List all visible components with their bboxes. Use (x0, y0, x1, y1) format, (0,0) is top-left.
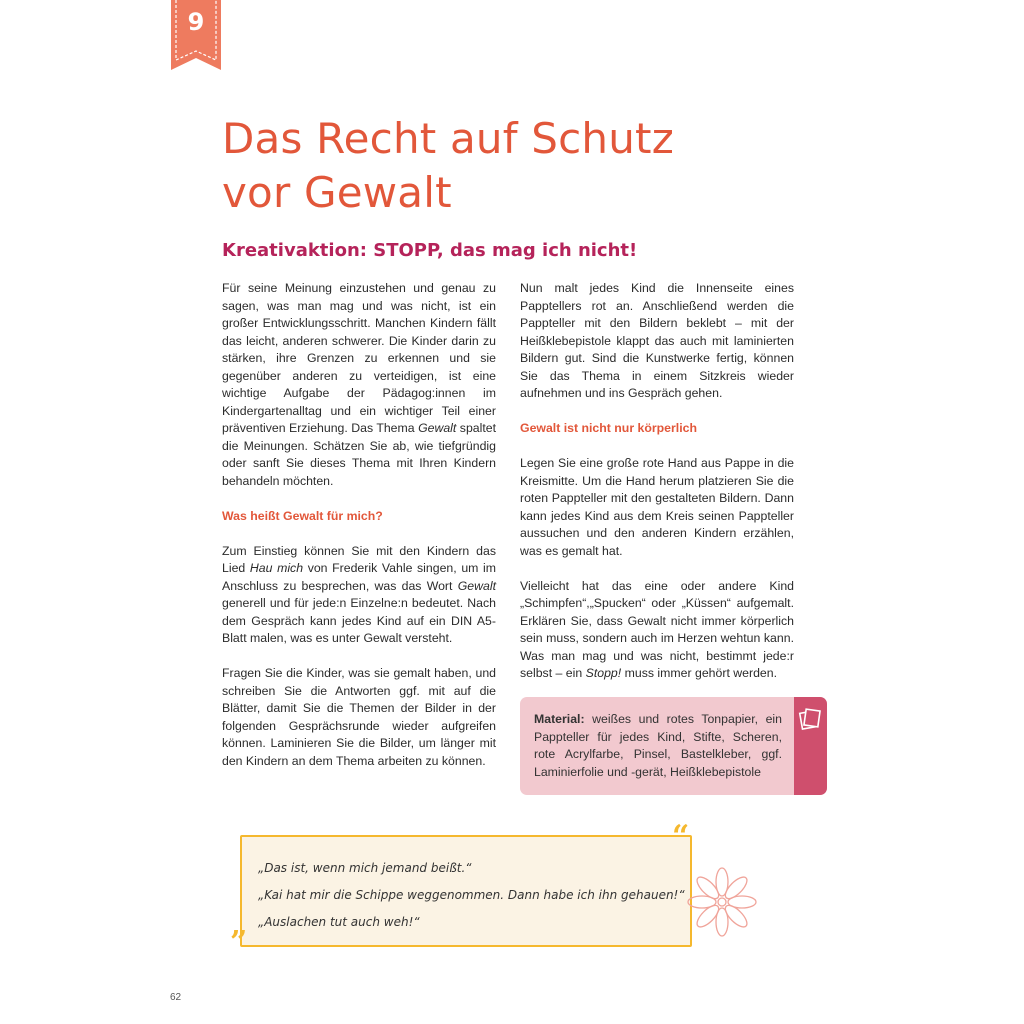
paragraph: Für seine Meinung einzustehen und genau zu sagen, was man mag und was nicht, ist ein großer Entwicklungsschritt. Manchen Kindern fällt das leicht, anderen schwerer. Die Kinder darin zu stärken, ihre Grenzen zu erkennen und sie gegenüber anderen zu verteidigen, ist eine wichtige Aufgabe der Pädagog:innen im Kindergartenalltag und ein wichtiger Teil einer präventiven Erziehung. Das Thema Gewalt spaltet die Meinungen. Schätzen Sie ab, wie tiefgründig oder sanft Sie dieses Thema mit Ihren Kindern behandeln möchten. (222, 281, 497, 488)
quote-item: „Das ist, wenn mich jemand beißt.“ (258, 861, 472, 875)
title-line-2: vor Gewalt (222, 168, 452, 217)
quote-list (258, 855, 685, 936)
paragraph: Zum Einstieg können Sie mit den Kindern das Lied Hau mich von Frederik Vahle singen, um im Anschluss zu besprechen, was das Wort Gewalt generell und für jede:n Einzelne:n bedeutet. Nach dem Gespräch kann jedes Kind auf ein DIN A5-Blatt malen, was es unter Gewalt versteht. (222, 543, 496, 645)
paper-stack-icon (798, 707, 822, 731)
chapter-ribbon (171, 0, 221, 70)
left-column (222, 280, 496, 788)
paragraph: Legen Sie eine große rote Hand aus Pappe in die Kreismitte. Um die Hand herum platzieren Sie die roten Pappteller mit den gestalteten Bildern. Dann kann jedes Kind aus dem Kreis seinen Pappteller aussuchen und den anderen Kindern erzählen, was es gemalt hat. (520, 456, 794, 558)
material-box (520, 697, 827, 795)
material-text: Material: weißes und rotes Tonpapier, ein Pappteller für jedes Kind, Stifte, Scheren, rote Acrylfarbe, Pinsel, Bastelkleber, ggf. Laminierfolie und -gerät, Heißklebepistole (534, 712, 783, 779)
chapter-number: 9 (187, 8, 205, 36)
close-quote-icon: ” (230, 925, 248, 960)
section-heading: Gewalt ist nicht nur körperlich (520, 421, 697, 435)
section-subtitle: Kreativaktion: STOPP, das mag ich nicht! (222, 240, 638, 261)
page-title (222, 112, 782, 220)
title-line-1: Das Recht auf Schutz (222, 114, 674, 163)
paragraph: Vielleicht hat das eine oder andere Kind „Schimpfen“,„Spucken“ oder „Küssen“ aufgemalt. Erklären Sie, dass Gewalt nicht immer körperlich sein muss, sondern auch im Herzen wehtun kann. Was man mag und was nicht, bestimmt jede:r selbst – ein Stopp! muss immer gehört werden. (520, 578, 794, 680)
quote-card (240, 835, 692, 947)
quote-item: „Auslachen tut auch weh!“ (258, 915, 420, 929)
page-number: 62 (170, 992, 182, 1003)
open-quote-icon: “ (672, 819, 690, 854)
quote-section (230, 819, 760, 990)
right-column (520, 280, 794, 700)
paragraph: Fragen Sie die Kinder, was sie gemalt haben, und schreiben Sie die Antworten ggf. mit auf die Blätter, damit Sie die Themen der Bilder in der folgenden Gesprächsrunde wieder aufgreifen können. Laminieren Sie die Bilder, um länger mit den Kindern an dem Thema arbeiten zu können. (222, 666, 496, 768)
section-heading: Was heißt Gewalt für mich? (222, 508, 383, 523)
flower-icon (682, 860, 760, 960)
material-label: Material: (534, 712, 585, 726)
quote-item: „Kai hat mir die Schippe weggenommen. Dann habe ich ihn gehauen!“ (258, 888, 685, 902)
paragraph: Nun malt jedes Kind die Innenseite eines Papptellers rot an. Anschließend werden die Pappteller mit den Bildern beklebt – mit der Heißklebepistole klappt das auch mit laminierten Bildern gut. Sind die Kunstwerke fertig, können Sie das Thema in einem Sitzkreis wieder aufnehmen und ins Gespräch gehen. (520, 281, 794, 400)
